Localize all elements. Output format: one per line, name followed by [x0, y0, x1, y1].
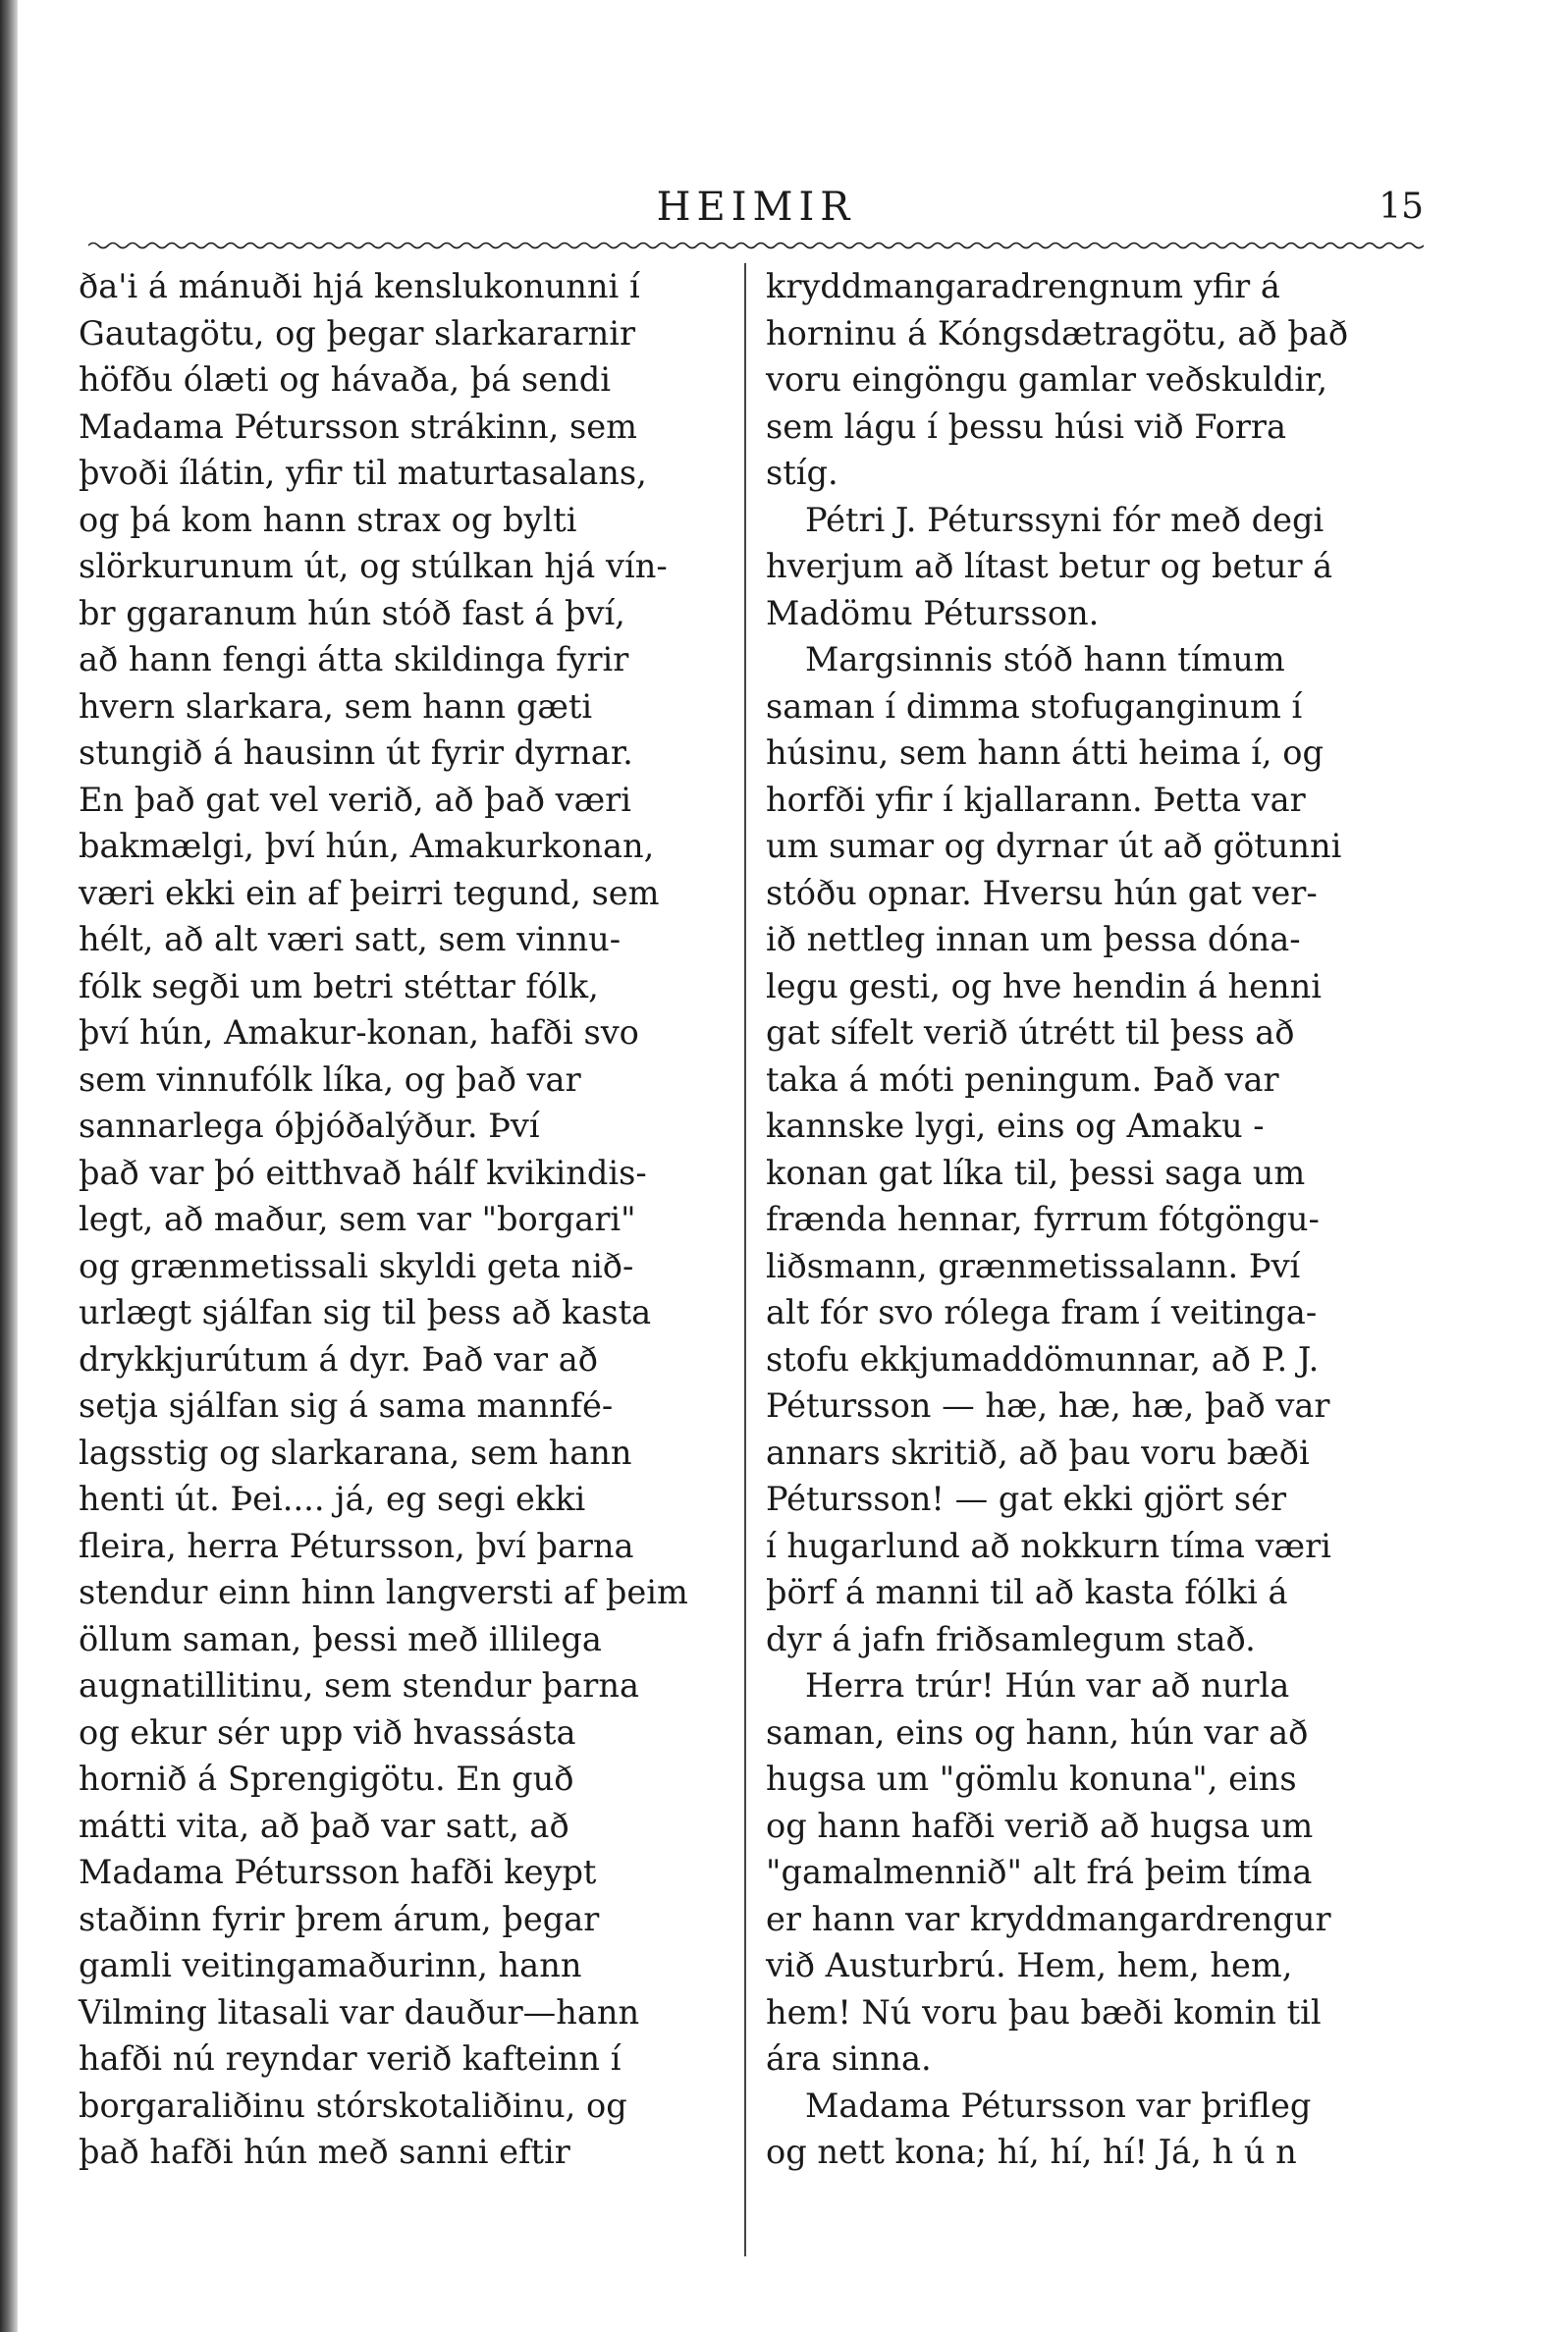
- text-line: í hugarlund að nokkurn tíma væri: [766, 1526, 1331, 1565]
- text-line: húsinu, sem hann átti heima í, og: [766, 733, 1324, 772]
- text-line: og ekur sér upp við hvassásta: [79, 1712, 576, 1752]
- text-line: og grænmetissali skyldi geta nið-: [79, 1246, 634, 1285]
- text-line: bakmælgi, því hún, Amakurkonan,: [79, 827, 655, 865]
- text-line: og þá kom hann strax og bylti: [79, 500, 577, 539]
- text-line: dyr á jafn friðsamlegum stað.: [766, 1619, 1256, 1658]
- text-line: við Austurbrú. Hem, hem, hem,: [766, 1946, 1293, 1984]
- text-line: höfðu ólæti og hávaða, þá sendi: [79, 360, 611, 399]
- text-line: öllum saman, þessi með illilega: [79, 1619, 602, 1658]
- text-line: sannarlega óþjóðalýður. Því: [79, 1107, 540, 1145]
- binding-edge: [0, 0, 18, 2332]
- text-line: voru eingöngu gamlar veðskuldir,: [766, 360, 1328, 399]
- text-line: Madama Pétursson hafði keypt: [79, 1853, 597, 1891]
- text-line: og nett kona; hí, hí, hí! Já, h ú n: [766, 2133, 1297, 2171]
- text-line: setja sjálfan sig á sama mannfé-: [79, 1386, 614, 1425]
- text-line: Pétursson! — gat ekki gjört sér: [766, 1480, 1287, 1518]
- page-number: 15: [1379, 187, 1424, 227]
- text-line: og hann hafði verið að hugsa um: [766, 1806, 1314, 1845]
- text-line: hem! Nú voru þau bæði komin til: [766, 1992, 1322, 2032]
- text-line: hélt, að alt væri satt, sem vinnu-: [79, 920, 622, 958]
- text-line: horninu á Kóngsdætragötu, að það: [766, 313, 1349, 353]
- text-line: stungið á hausinn út fyrir dyrnar.: [79, 733, 633, 772]
- text-line: slörkurunum út, og stúlkan hjá vín-: [79, 547, 668, 585]
- text-line: liðsmann, grænmetissalann. Því: [766, 1246, 1301, 1285]
- text-line: mátti vita, að það var satt, að: [79, 1806, 569, 1845]
- text-line: legt, að maður, sem var "borgari": [79, 1200, 636, 1238]
- text-line: ða'i á mánuði hjá kenslukonunni í: [79, 267, 640, 305]
- text-line: það var þó eitthvað hálf kvikindis-: [79, 1153, 647, 1192]
- text-line: fleira, herra Pétursson, því þarna: [79, 1526, 634, 1565]
- text-line: saman, eins og hann, hún var að: [766, 1712, 1309, 1752]
- text-line: urlægt sjálfan sig til þess að kasta: [79, 1293, 652, 1331]
- text-line: Madama Pétursson var þrifleg: [805, 2086, 1312, 2125]
- text-line: Vilming litasali var dauður—hann: [79, 1992, 640, 2032]
- text-line: hvern slarkara, sem hann gæti: [79, 686, 593, 726]
- text-line: drykkjurútum á dyr. Það var að: [79, 1339, 598, 1379]
- text-line: Pétursson — hæ, hæ, hæ, það var: [766, 1386, 1330, 1425]
- text-line: En það gat vel verið, að það væri: [79, 780, 631, 819]
- text-line: stóðu opnar. Hversu hún gat ver-: [766, 873, 1318, 912]
- text-line: Herra trúr! Hún var að nurla: [805, 1666, 1290, 1705]
- text-line: ára sinna.: [766, 2039, 932, 2078]
- text-line: hverjum að lítast betur og betur á: [766, 547, 1333, 585]
- text-line: þvoði ílátin, yfir til maturtasalans,: [79, 454, 647, 492]
- text-line: er hann var kryddmangardrengur: [766, 1899, 1331, 1938]
- text-line: henti út. Þei.... já, eg segi ekki: [79, 1480, 586, 1518]
- text-line: gamli veitingamaðurinn, hann: [79, 1946, 582, 1984]
- text-line: það hafði hún með sanni eftir: [79, 2133, 570, 2171]
- text-line: hornið á Sprengigötu. En guð: [79, 1760, 574, 1798]
- text-line: alt fór svo rólega fram í veitinga-: [766, 1293, 1318, 1331]
- text-line: því hún, Amakur-konan, hafði svo: [79, 1013, 639, 1052]
- text-line: horfði yfir í kjallarann. Þetta var: [766, 780, 1306, 819]
- text-line: augnatillitinu, sem stendur þarna: [79, 1666, 639, 1705]
- text-line: Margsinnis stóð hann tímum: [805, 640, 1285, 678]
- text-line: hafði nú reyndar verið kafteinn í: [79, 2039, 622, 2078]
- text-line: kryddmangaradrengnum yfir á: [766, 267, 1280, 305]
- text-line: sem lágu í þessu húsi við Forra: [766, 407, 1287, 446]
- column-divider: [744, 263, 746, 2256]
- text-line: um sumar og dyrnar út að götunni: [766, 827, 1342, 865]
- text-line: þörf á manni til að kasta fólki á: [766, 1573, 1288, 1611]
- running-title: HEIMIR: [656, 185, 856, 230]
- header-wavy-rule: [88, 241, 1424, 250]
- text-line: taka á móti peningum. Það var: [766, 1059, 1279, 1099]
- text-line: Madama Pétursson strákinn, sem: [79, 407, 637, 446]
- text-line: stofu ekkjumaddömunnar, að P. J.: [766, 1339, 1320, 1379]
- text-line: annars skritið, að þau voru bæði: [766, 1433, 1310, 1472]
- text-line: legu gesti, og hve hendin á henni: [766, 966, 1322, 1005]
- text-line: að hann fengi átta skildinga fyrir: [79, 640, 629, 678]
- text-line: fólk segði um betri stéttar fólk,: [79, 966, 599, 1005]
- text-line: frænda hennar, fyrrum fótgöngu-: [766, 1200, 1320, 1238]
- text-line: hugsa um "gömlu konuna", eins: [766, 1760, 1297, 1798]
- text-line: konan gat líka til, þessi saga um: [766, 1153, 1306, 1192]
- page-header: [88, 177, 1424, 236]
- text-line: Gautagötu, og þegar slarkararnir: [79, 313, 636, 353]
- text-line: kannske lygi, eins og Amaku -: [766, 1107, 1265, 1145]
- text-line: stíg.: [766, 454, 838, 492]
- text-line: sem vinnufólk líka, og það var: [79, 1059, 581, 1099]
- text-line: borgaraliðinu stórskotaliðinu, og: [79, 2086, 627, 2125]
- text-line: ið nettleg innan um þessa dóna-: [766, 920, 1301, 958]
- text-line: væri ekki ein af þeirri tegund, sem: [79, 873, 660, 912]
- right-column: [766, 263, 1414, 2176]
- text-line: Pétri J. Péturssyni fór með degi: [805, 500, 1325, 539]
- text-line: gat sífelt verið útrétt til þess að: [766, 1013, 1295, 1052]
- left-column: [79, 263, 727, 2176]
- text-line: br ggaranum hún stóð fast á því,: [79, 593, 625, 632]
- text-line: lagsstig og slarkarana, sem hann: [79, 1433, 632, 1472]
- text-line: saman í dimma stofuganginum í: [766, 686, 1303, 726]
- text-line: "gamalmennið" alt frá þeim tíma: [766, 1853, 1313, 1891]
- text-line: stendur einn hinn langversti af þeim: [79, 1573, 688, 1611]
- text-line: Madömu Pétursson.: [766, 593, 1100, 632]
- text-line: staðinn fyrir þrem árum, þegar: [79, 1899, 600, 1938]
